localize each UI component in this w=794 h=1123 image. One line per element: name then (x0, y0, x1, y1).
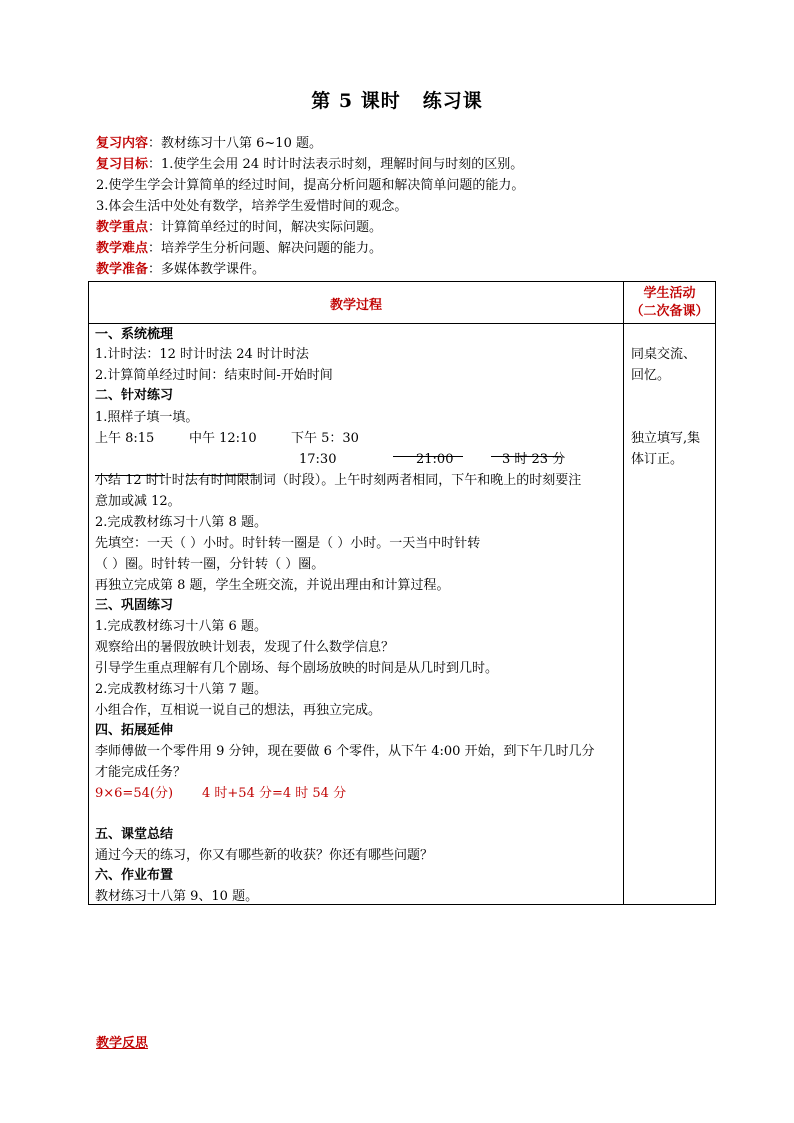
student-activity-2a: 独立填写,集 (631, 431, 701, 446)
goal-2: 2.使学生学会计算简单的经过时间，提高分析问题和解决简单问题的能力。 (96, 178, 525, 193)
review-content-label: 复习内容 (96, 136, 149, 151)
teaching-reflection-heading: 教学反思 (96, 1036, 149, 1051)
calc-step-1: 9×6=54(分) (95, 786, 174, 801)
time-2100: 21:00 (416, 452, 454, 467)
fill-in-line-2: （ ）圈。时针转一圈，分针转（ ）圈。 (95, 557, 325, 572)
review-content (96, 134, 736, 154)
teaching-prep (96, 260, 736, 280)
teaching-key-label: 教学重点 (96, 220, 149, 235)
header-student-activity-line1: 学生活动 (643, 286, 696, 301)
s3-line-5: 小组合作，互相说一说自己的想法，再独立完成。 (95, 703, 382, 718)
lesson-number: 第 5 课时 (311, 90, 401, 112)
student-activity-1a: 同桌交流、 (631, 347, 697, 362)
section-5-title: 五、课堂总结 (95, 827, 174, 842)
teaching-difficulty-label: 教学难点 (96, 241, 149, 256)
summary-line-2: 意加或减 12。 (95, 494, 181, 509)
teaching-prep-text: ：多媒体教学课件。 (148, 262, 266, 277)
student-activity-2b: 体订正。 (631, 452, 684, 467)
lesson-table (88, 281, 716, 905)
s2-line-2: 2.完成教材练习十八第 8 题。 (95, 515, 267, 530)
goal-3: 3.体会生活中处处有数学，培养学生爱惜时间的观念。 (96, 199, 408, 214)
page-title (0, 86, 794, 113)
section-3-title: 三、巩固练习 (95, 598, 174, 613)
s2-line-3: 再独立完成第 8 题，学生全班交流，并说出理由和计算过程。 (95, 578, 450, 593)
teaching-key-text: ：计算简单经过的时间，解决实际问题。 (148, 220, 383, 235)
student-activity-1b: 回忆。 (631, 368, 671, 383)
header-teaching-process: 教学过程 (329, 298, 382, 313)
header-student-activity (624, 285, 715, 321)
fill-in-line-1: 先填空：一天（ ）小时。时针转一圈是（ ）小时。一天当中时针转 (95, 536, 481, 551)
summary-line-1: 小结 12 时计时法有时间限制词（时段）。上午时刻两者相同，下午和晚上的时刻要注 (95, 473, 582, 488)
time-1730: 17:30 (299, 452, 337, 467)
section-6-title: 六、作业布置 (95, 868, 174, 883)
header-student-activity-line2: （二次备课） (630, 304, 709, 319)
time-pm: 下午 5：30 (291, 431, 359, 446)
s3-line-4: 2.完成教材练习十八第 7 题。 (95, 682, 267, 697)
time-am: 上午 8:15 (95, 431, 155, 446)
review-goal-label: 复习目标 (96, 157, 149, 172)
s4-line-2: 才能完成任务？ (95, 765, 187, 780)
s1-line-1: 1.计时法：12 时计时法 24 时计时法 (95, 347, 309, 362)
s3-line-3: 引导学生重点理解有几个剧场、每个剧场放映的时间是从几时到几时。 (95, 661, 499, 676)
s3-line-2: 观察给出的暑假放映计划表，发现了什么数学信息？ (95, 640, 395, 655)
section-1-title: 一、系统梳理 (95, 327, 174, 342)
review-goal-text: ：1.使学生会用 24 时计时法表示时刻，理解时间与时刻的区别。 (148, 157, 524, 172)
lesson-name: 练习课 (422, 90, 483, 112)
s2-line-1: 1.照样子填一填。 (95, 410, 199, 425)
column-divider (623, 282, 624, 904)
time-323: 3 时 23 分 (502, 452, 566, 467)
s4-line-1: 李师傅做一个零件用 9 分钟，现在要做 6 个零件，从下午 4:00 开始，到下午几时几分 (95, 744, 595, 759)
s5-line-1: 通过今天的练习，你又有哪些新的收获？你还有哪些问题？ (95, 848, 434, 863)
calc-step-2: 4 时+54 分=4 时 54 分 (202, 786, 347, 801)
s1-line-2: 2.计算简单经过时间：结束时间-开始时间 (95, 368, 333, 383)
s3-line-1: 1.完成教材练习十八第 6 题。 (95, 619, 267, 634)
teaching-prep-label: 教学准备 (96, 262, 149, 277)
time-noon: 中午 12:10 (189, 431, 257, 446)
teaching-key (96, 218, 736, 238)
teaching-difficulty-text: ：培养学生分析问题、解决问题的能力。 (148, 241, 383, 256)
section-4-title: 四、拓展延伸 (95, 723, 174, 738)
review-content-text: ：教材练习十八第 6~10 题。 (148, 136, 322, 151)
section-2-title: 二、针对练习 (95, 388, 174, 403)
teaching-difficulty (96, 239, 736, 259)
review-goal (96, 155, 736, 175)
s6-line-1: 教材练习十八第 9、10 题。 (95, 889, 259, 904)
